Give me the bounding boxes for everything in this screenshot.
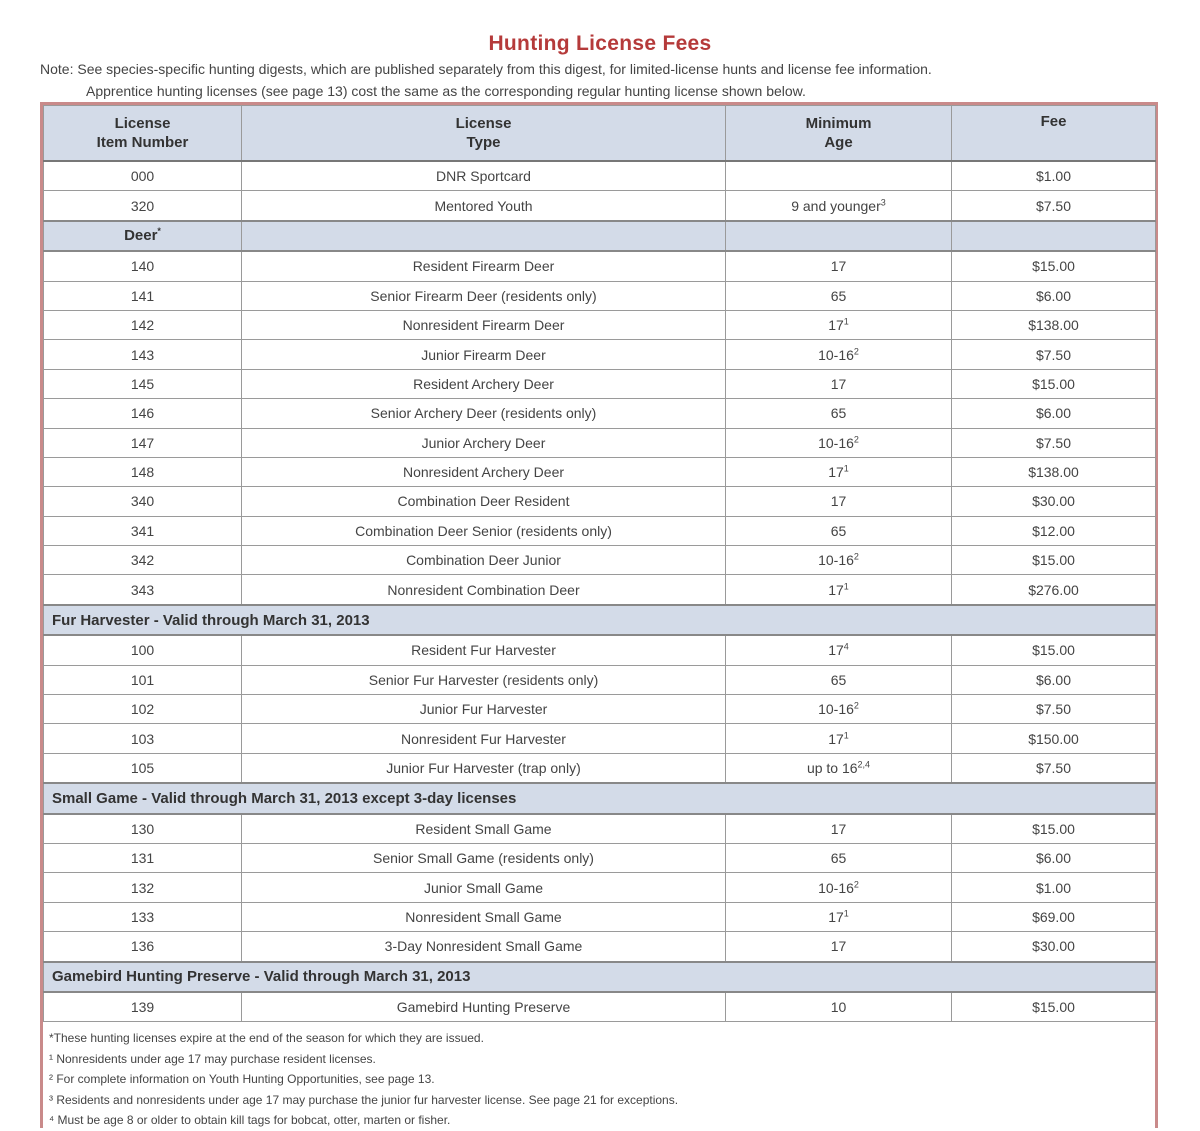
age-value: 17	[828, 642, 844, 659]
age-value: 17	[830, 258, 847, 275]
license-type-cell: Combination Deer Junior	[242, 546, 726, 575]
age-value: 17	[830, 820, 847, 837]
table-row	[44, 487, 1156, 516]
fee-cell: $15.00	[952, 546, 1156, 575]
license-type-cell: Nonresident Firearm Deer	[242, 310, 726, 339]
age-value: 17	[828, 730, 844, 747]
minimum-age-cell	[726, 873, 952, 902]
age-footnote-mark: 2,4	[857, 759, 871, 770]
item-number-cell: 000	[44, 161, 242, 191]
fee-cell: $138.00	[952, 457, 1156, 486]
item-number-cell: 136	[44, 932, 242, 962]
note-line-1: Note: See species-specific hunting digests, which are published separately from this digest, for limited-license hunts and license fee information.	[40, 61, 932, 77]
table-row	[44, 695, 1156, 724]
fee-cell: $7.50	[952, 695, 1156, 724]
fee-cell: $1.00	[952, 161, 1156, 191]
header-item-number: License Item Number	[44, 106, 242, 162]
section-deer-empty-cell	[952, 221, 1156, 251]
item-number-cell: 100	[44, 635, 242, 665]
fee-cell: $15.00	[952, 814, 1156, 844]
footnote: ³ Residents and nonresidents under age 17 may purchase the junior fur harvester license. See page 21 for exceptions.	[49, 1092, 679, 1107]
item-number-cell: 139	[44, 992, 242, 1022]
item-number-cell: 343	[44, 575, 242, 605]
minimum-age-cell	[726, 695, 952, 724]
license-type-cell: Senior Small Game (residents only)	[242, 843, 726, 872]
license-type-cell: Senior Fur Harvester (residents only)	[242, 665, 726, 694]
license-type-cell: Resident Small Game	[242, 814, 726, 844]
fee-cell: $7.50	[952, 428, 1156, 457]
fee-cell: $69.00	[952, 902, 1156, 931]
fee-cell: $276.00	[952, 575, 1156, 605]
minimum-age-cell	[726, 251, 952, 281]
item-number-cell: 340	[44, 487, 242, 516]
table-row	[44, 575, 1156, 605]
minimum-age-cell	[726, 992, 952, 1022]
license-type-cell: Gamebird Hunting Preserve	[242, 992, 726, 1022]
item-number-cell: 145	[44, 369, 242, 398]
minimum-age-cell	[726, 399, 952, 428]
minimum-age-cell	[726, 340, 952, 369]
item-number-cell: 146	[44, 399, 242, 428]
item-number-cell: 133	[44, 902, 242, 931]
table-row	[44, 457, 1156, 486]
table-row	[44, 310, 1156, 339]
age-value: 17	[828, 908, 844, 925]
header-license-type: License Type	[242, 106, 726, 162]
item-number-cell: 148	[44, 457, 242, 486]
license-type-cell: Nonresident Small Game	[242, 902, 726, 931]
minimum-age-cell	[726, 753, 952, 783]
minimum-age-cell	[726, 843, 952, 872]
age-value: 10-16	[818, 552, 854, 569]
table-row	[44, 992, 1156, 1022]
section-deer-label: Deer*	[44, 221, 242, 251]
section-gamebird	[44, 962, 1156, 992]
footnote: *These hunting licenses expire at the end of the season for which they are issued.	[49, 1031, 484, 1046]
footnotes	[43, 1022, 1155, 1131]
license-type-cell: Nonresident Fur Harvester	[242, 724, 726, 753]
license-type-cell: Mentored Youth	[242, 191, 726, 221]
table-row	[44, 546, 1156, 575]
table-row	[44, 902, 1156, 931]
age-value: 10-16	[818, 701, 854, 718]
table-row	[44, 516, 1156, 545]
table-row	[44, 281, 1156, 310]
table-row	[44, 814, 1156, 844]
table-row	[44, 191, 1156, 221]
table-row	[44, 724, 1156, 753]
age-value: 17	[830, 938, 847, 955]
minimum-age-cell	[726, 814, 952, 844]
license-type-cell: Resident Fur Harvester	[242, 635, 726, 665]
table-row	[44, 428, 1156, 457]
minimum-age-cell	[726, 487, 952, 516]
age-value: 65	[830, 287, 847, 304]
section-deer-empty-cell	[242, 221, 726, 251]
minimum-age-cell	[726, 575, 952, 605]
fee-cell: $15.00	[952, 635, 1156, 665]
table-row	[44, 843, 1156, 872]
age-value: 10	[830, 999, 847, 1016]
item-number-cell: 131	[44, 843, 242, 872]
license-type-cell: Resident Firearm Deer	[242, 251, 726, 281]
license-type-cell: 3-Day Nonresident Small Game	[242, 932, 726, 962]
age-value: 65	[830, 522, 847, 539]
minimum-age-cell	[726, 428, 952, 457]
age-value: 17	[828, 581, 844, 598]
license-type-cell: Nonresident Combination Deer	[242, 575, 726, 605]
item-number-cell: 102	[44, 695, 242, 724]
license-type-cell: DNR Sportcard	[242, 161, 726, 191]
header-row	[44, 106, 1156, 162]
minimum-age-cell	[726, 546, 952, 575]
table-row	[44, 340, 1156, 369]
item-number-cell: 143	[44, 340, 242, 369]
minimum-age-cell	[726, 724, 952, 753]
age-footnote-mark: 3	[880, 196, 886, 207]
age-value: 10-16	[818, 346, 854, 363]
minimum-age-cell	[726, 369, 952, 398]
fee-cell: $7.50	[952, 753, 1156, 783]
age-value: up to 16	[806, 760, 858, 776]
age-value: 17	[828, 464, 844, 481]
age-footnote-mark: 2	[853, 345, 859, 356]
item-number-cell: 103	[44, 724, 242, 753]
section-gamebird-label: Gamebird Hunting Preserve - Valid through March 31, 2013	[44, 962, 1156, 992]
item-number-cell: 147	[44, 428, 242, 457]
age-footnote-mark: 1	[843, 908, 849, 919]
license-type-cell: Junior Firearm Deer	[242, 340, 726, 369]
item-number-cell: 140	[44, 251, 242, 281]
fee-cell: $7.50	[952, 340, 1156, 369]
license-type-cell: Junior Fur Harvester (trap only)	[242, 753, 726, 783]
footnote: ¹ Nonresidents under age 17 may purchase resident licenses.	[49, 1051, 376, 1066]
item-number-cell: 132	[44, 873, 242, 902]
section-fur-harvester-label: Fur Harvester - Valid through March 31, 2013	[44, 605, 1156, 635]
item-number-cell: 142	[44, 310, 242, 339]
license-type-cell: Junior Archery Deer	[242, 428, 726, 457]
section-deer	[44, 221, 1156, 251]
age-value: 17	[828, 317, 844, 334]
license-type-cell: Senior Archery Deer (residents only)	[242, 399, 726, 428]
age-value: 65	[830, 850, 847, 867]
age-value: 65	[830, 405, 847, 422]
license-type-cell: Junior Small Game	[242, 873, 726, 902]
footnote: ⁴ Must be age 8 or older to obtain kill tags for bobcat, otter, marten or fisher.	[49, 1113, 451, 1128]
age-value: 10-16	[818, 879, 854, 896]
age-footnote-mark: 1	[843, 581, 849, 591]
table-row	[44, 665, 1156, 694]
item-number-cell: 341	[44, 516, 242, 545]
item-number-cell: 105	[44, 753, 242, 783]
fee-cell: $150.00	[952, 724, 1156, 753]
fee-cell: $1.00	[952, 873, 1156, 902]
age-footnote-mark: 2	[853, 551, 859, 562]
minimum-age-cell	[726, 902, 952, 931]
fee-cell: $6.00	[952, 843, 1156, 872]
section-small-game	[44, 783, 1156, 813]
section-small-game-label: Small Game - Valid through March 31, 2013 except 3-day licenses	[44, 783, 1156, 813]
note	[40, 58, 1160, 102]
fee-cell: $15.00	[952, 369, 1156, 398]
age-value: 17	[830, 493, 847, 510]
section-deer-empty-cell	[726, 221, 952, 251]
item-number-cell: 130	[44, 814, 242, 844]
minimum-age-cell	[726, 665, 952, 694]
fee-cell: $30.00	[952, 487, 1156, 516]
item-number-cell: 101	[44, 665, 242, 694]
age-footnote-mark: 2	[853, 700, 859, 711]
minimum-age-cell	[726, 161, 952, 191]
table-row	[44, 369, 1156, 398]
fee-cell: $6.00	[952, 281, 1156, 310]
license-type-cell: Combination Deer Resident	[242, 487, 726, 516]
table-row	[44, 753, 1156, 783]
section-fur-harvester	[44, 605, 1156, 635]
item-number-cell: 141	[44, 281, 242, 310]
age-value: 9 and younger	[791, 197, 881, 214]
minimum-age-cell	[726, 191, 952, 221]
page-title: Hunting License Fees	[488, 32, 712, 55]
age-footnote-mark: 4	[843, 641, 849, 652]
minimum-age-cell	[726, 281, 952, 310]
fee-table-container	[40, 102, 1158, 1128]
table-row	[44, 635, 1156, 665]
table-row	[44, 932, 1156, 962]
note-line-2: Apprentice hunting licenses (see page 13) cost the same as the corresponding regular hunting license shown below.	[86, 83, 806, 99]
age-footnote-mark: 1	[843, 729, 849, 740]
license-type-cell: Nonresident Archery Deer	[242, 457, 726, 486]
fee-cell: $30.00	[952, 932, 1156, 962]
age-footnote-mark: 1	[843, 316, 849, 327]
minimum-age-cell	[726, 310, 952, 339]
table-row	[44, 251, 1156, 281]
item-number-cell: 342	[44, 546, 242, 575]
fee-cell: $12.00	[952, 516, 1156, 545]
header-minimum-age: Minimum Age	[726, 106, 952, 162]
fee-cell: $6.00	[952, 665, 1156, 694]
age-footnote-mark: 1	[843, 463, 849, 474]
age-value: 17	[830, 375, 847, 392]
minimum-age-cell	[726, 932, 952, 962]
fee-table-body	[44, 161, 1156, 1022]
fee-cell: $15.00	[952, 992, 1156, 1022]
header-fee: Fee	[952, 106, 1156, 162]
age-value: 65	[830, 671, 847, 688]
fee-cell: $15.00	[952, 251, 1156, 281]
age-footnote-mark: 2	[853, 878, 859, 889]
age-footnote-mark: 2	[853, 434, 859, 445]
table-row	[44, 873, 1156, 902]
minimum-age-cell	[726, 516, 952, 545]
table-row	[44, 399, 1156, 428]
license-type-cell: Junior Fur Harvester	[242, 695, 726, 724]
minimum-age-cell	[726, 457, 952, 486]
fee-cell: $7.50	[952, 191, 1156, 221]
footnote: ² For complete information on Youth Hunting Opportunities, see page 13.	[49, 1072, 435, 1087]
fee-table	[43, 105, 1156, 1022]
fee-cell: $6.00	[952, 399, 1156, 428]
age-value: 10-16	[818, 434, 854, 451]
license-type-cell: Combination Deer Senior (residents only)	[242, 516, 726, 545]
license-type-cell: Resident Archery Deer	[242, 369, 726, 398]
license-type-cell: Senior Firearm Deer (residents only)	[242, 281, 726, 310]
table-row	[44, 161, 1156, 191]
fee-cell: $138.00	[952, 310, 1156, 339]
minimum-age-cell	[726, 635, 952, 665]
item-number-cell: 320	[44, 191, 242, 221]
